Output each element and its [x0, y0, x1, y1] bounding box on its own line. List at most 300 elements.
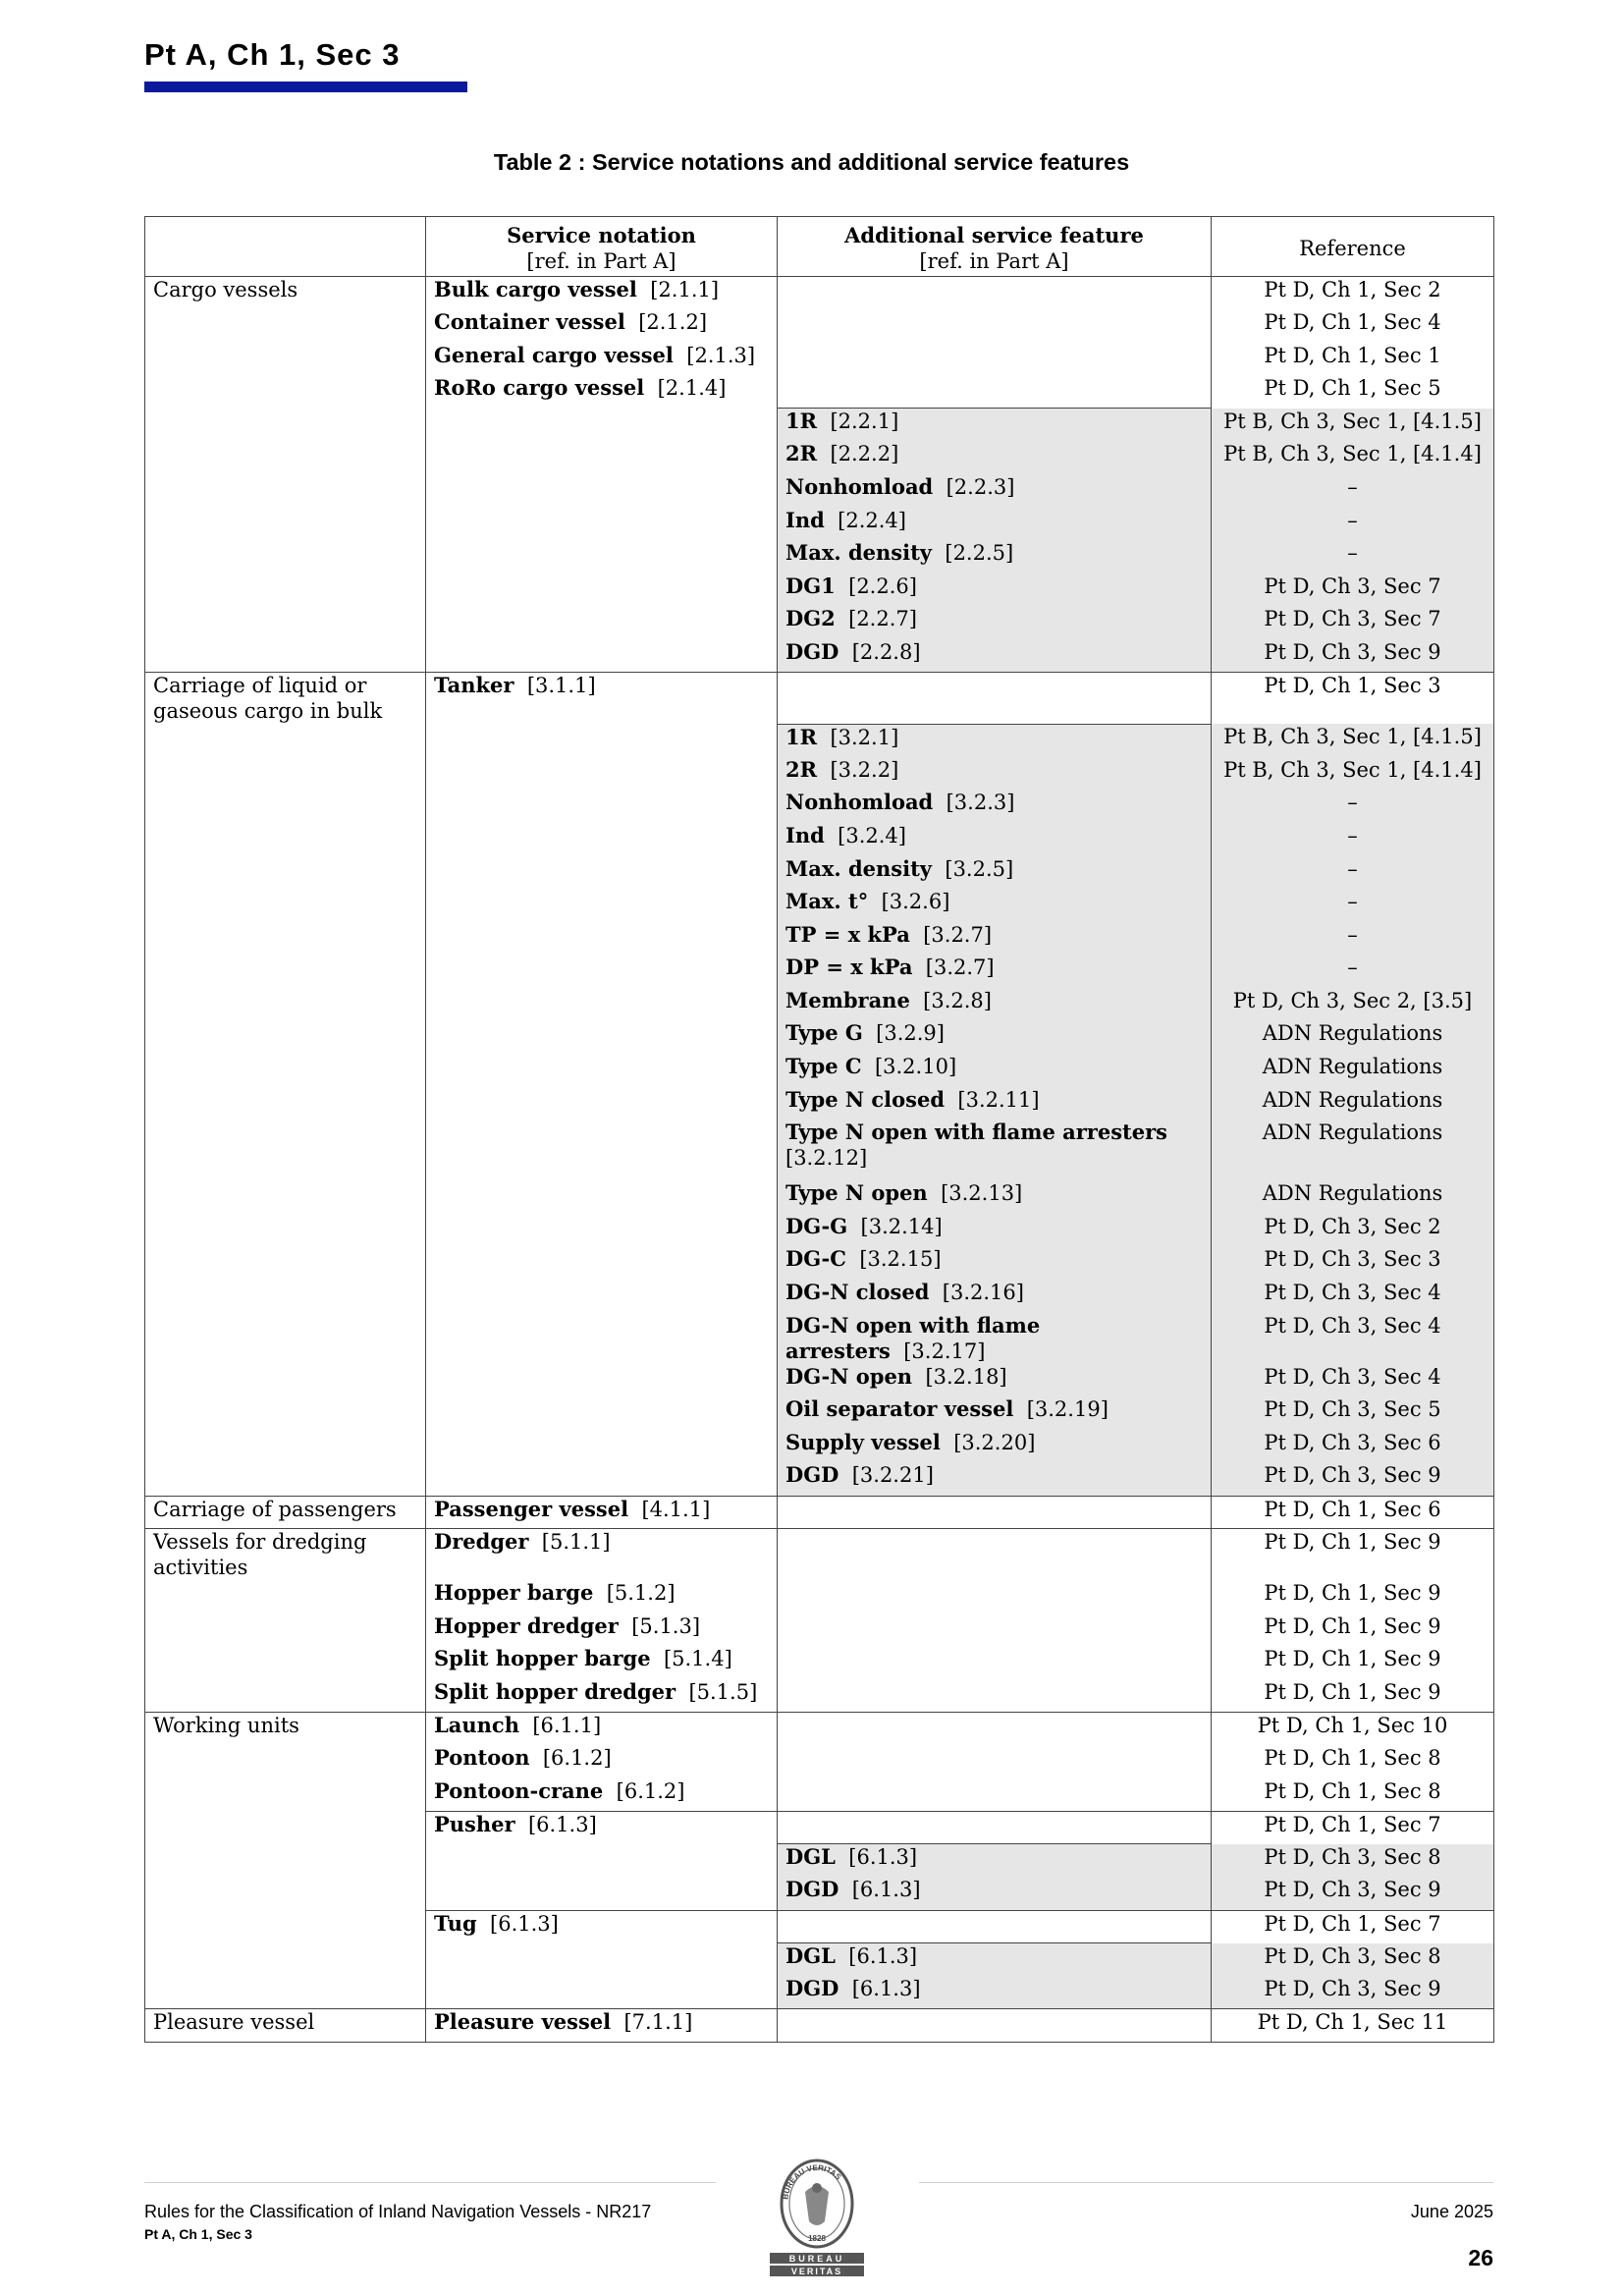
reference-cell: Pt D, Ch 1, Sec 9	[1212, 1679, 1494, 1713]
service-notation-cell	[426, 606, 778, 639]
reference-cell: Pt D, Ch 1, Sec 6	[1212, 1496, 1494, 1529]
service-notation-cell	[426, 1054, 778, 1087]
table-row	[145, 1496, 1494, 1529]
category-cell	[145, 1745, 426, 1778]
header-bar	[144, 82, 467, 92]
feature-name: TP = x kPa	[785, 921, 910, 947]
additional-feature-cell	[778, 1087, 1212, 1121]
service-notation-name: Dredger	[434, 1529, 529, 1555]
category-cell	[145, 1280, 426, 1313]
reference-cell: Pt D, Ch 3, Sec 3	[1212, 1246, 1494, 1280]
additional-feature-cell	[778, 474, 1212, 508]
category-cell	[145, 1396, 426, 1430]
reference-cell: –	[1212, 922, 1494, 956]
feature-ref: [3.2.10]	[874, 1055, 957, 1079]
feature-ref: [3.2.15]	[859, 1247, 942, 1272]
table-row	[145, 1712, 1494, 1745]
service-notation-cell	[426, 673, 778, 725]
feature-name: Membrane	[785, 987, 910, 1012]
table-row	[145, 1087, 1494, 1121]
table-row	[145, 1430, 1494, 1463]
additional-feature-cell	[778, 922, 1212, 956]
service-notation-cell	[426, 1943, 778, 1977]
feature-ref: [6.1.3]	[848, 1845, 918, 1870]
table-row	[145, 540, 1494, 574]
service-notation-cell	[426, 724, 778, 757]
feature-name: Max. density	[785, 855, 933, 881]
service-notation-cell	[426, 508, 778, 541]
additional-feature-cell	[778, 1054, 1212, 1087]
category-cell	[145, 1462, 426, 1496]
service-notation-ref: [3.1.1]	[526, 674, 596, 698]
table-row	[145, 1120, 1494, 1180]
additional-feature-cell	[778, 1844, 1212, 1878]
table-row	[145, 474, 1494, 508]
service-notation-cell	[426, 1020, 778, 1054]
reference-cell: Pt D, Ch 3, Sec 9	[1212, 1877, 1494, 1910]
additional-feature-cell	[778, 673, 1212, 725]
table-row	[145, 1613, 1494, 1647]
service-notation-cell	[426, 1745, 778, 1778]
service-notation-cell	[426, 309, 778, 343]
category-cell	[145, 375, 426, 409]
service-notation-cell	[426, 790, 778, 823]
reference-cell: Pt D, Ch 3, Sec 2, [3.5]	[1212, 988, 1494, 1021]
additional-feature-cell	[778, 441, 1212, 474]
service-notation-ref: [6.1.2]	[542, 1746, 612, 1771]
additional-feature-cell	[778, 277, 1212, 310]
service-notation-cell	[426, 889, 778, 922]
table-row	[145, 1529, 1494, 1581]
feature-name: Type N open	[785, 1180, 928, 1206]
service-notation-ref: [5.1.4]	[663, 1647, 732, 1671]
table-row	[145, 1910, 1494, 1943]
service-notation-cell	[426, 1214, 778, 1247]
table-row	[145, 343, 1494, 376]
feature-name: Nonhomload	[785, 474, 934, 500]
category-cell	[145, 988, 426, 1021]
category-cell	[145, 955, 426, 988]
svg-text:BUREAU VERITAS: BUREAU VERITAS	[781, 2162, 843, 2201]
service-notation-cell	[426, 1529, 778, 1581]
category-cell	[145, 757, 426, 791]
feature-name: DG-N closed	[785, 1280, 930, 1305]
additional-feature-cell	[778, 1580, 1212, 1613]
service-notation-cell	[426, 540, 778, 574]
reference-cell: Pt D, Ch 1, Sec 9	[1212, 1646, 1494, 1679]
service-notation-name: Tug	[434, 1910, 477, 1936]
service-notation-name: Tanker	[434, 673, 514, 698]
category-cell	[145, 1877, 426, 1910]
feature-ref: [3.2.3]	[946, 791, 1015, 815]
service-notation-cell	[426, 1679, 778, 1713]
additional-feature-cell	[778, 1214, 1212, 1247]
additional-feature-cell	[778, 1877, 1212, 1910]
reference-cell: Pt D, Ch 1, Sec 3	[1212, 673, 1494, 725]
feature-ref: [3.2.14]	[860, 1214, 943, 1238]
additional-feature-cell	[778, 409, 1212, 442]
category-cell	[145, 639, 426, 673]
table-row	[145, 856, 1494, 890]
service-notation-ref: [5.1.3]	[631, 1613, 701, 1638]
service-notation-cell	[426, 1646, 778, 1679]
service-notation-name: General cargo vessel	[434, 342, 674, 367]
service-notation-cell	[426, 1580, 778, 1613]
reference-cell: –	[1212, 474, 1494, 508]
reference-cell: Pt B, Ch 3, Sec 1, [4.1.5]	[1212, 724, 1494, 757]
table-row	[145, 409, 1494, 442]
additional-feature-cell	[778, 1745, 1212, 1778]
feature-ref: [3.2.2]	[830, 757, 899, 782]
table-row	[145, 1943, 1494, 1977]
table-row	[145, 2009, 1494, 2043]
category-cell	[145, 540, 426, 574]
feature-ref: [6.1.3]	[851, 1878, 921, 1902]
feature-ref: [3.2.4]	[838, 823, 906, 847]
category-cell	[145, 1087, 426, 1121]
additional-feature-cell	[778, 1529, 1212, 1581]
additional-feature-cell	[778, 309, 1212, 343]
table-row	[145, 1214, 1494, 1247]
table-row	[145, 1396, 1494, 1430]
reference-cell: Pt D, Ch 1, Sec 2	[1212, 277, 1494, 310]
additional-feature-cell	[778, 1120, 1212, 1180]
category-cell	[145, 790, 426, 823]
service-notation-cell	[426, 1364, 778, 1397]
service-notation-ref: [6.1.3]	[490, 1911, 559, 1936]
reference-cell: Pt D, Ch 1, Sec 11	[1212, 2009, 1494, 2043]
feature-ref: [2.2.7]	[848, 607, 917, 631]
reference-cell: Pt D, Ch 3, Sec 7	[1212, 606, 1494, 639]
category-cell	[145, 409, 426, 442]
table-row	[145, 955, 1494, 988]
category-cell	[145, 1613, 426, 1647]
reference-cell: Pt D, Ch 3, Sec 8	[1212, 1943, 1494, 1977]
feature-ref: [3.2.16]	[942, 1281, 1024, 1305]
bureau-veritas-logo	[768, 2153, 866, 2278]
service-notations-table	[144, 216, 1494, 2043]
feature-name: Type N closed	[785, 1086, 946, 1112]
category-cell	[145, 1910, 426, 1943]
service-notation-ref: [6.1.1]	[532, 1713, 602, 1737]
category-cell	[145, 1646, 426, 1679]
reference-cell: Pt D, Ch 1, Sec 10	[1212, 1712, 1494, 1745]
feature-name: Type N open with flame arresters	[785, 1120, 1167, 1145]
table-row	[145, 988, 1494, 1021]
feature-name: Type C	[785, 1054, 862, 1079]
feature-name: Max. t°	[785, 889, 869, 914]
additional-feature-cell	[778, 757, 1212, 791]
category-cell	[145, 823, 426, 856]
additional-feature-cell	[778, 988, 1212, 1021]
category-cell	[145, 1811, 426, 1844]
category-cell	[145, 1364, 426, 1397]
feature-name: DG1	[785, 573, 836, 598]
table-row	[145, 1580, 1494, 1613]
reference-cell: Pt D, Ch 1, Sec 7	[1212, 1910, 1494, 1943]
category-cell: Working units	[145, 1712, 426, 1745]
reference-cell: Pt D, Ch 3, Sec 4	[1212, 1280, 1494, 1313]
header-additional-feature: Additional service feature [ref. in Part A]	[778, 217, 1212, 277]
service-notation-ref: [4.1.1]	[641, 1497, 711, 1521]
reference-cell: ADN Regulations	[1212, 1054, 1494, 1087]
category-cell	[145, 574, 426, 607]
service-notation-cell	[426, 1910, 778, 1943]
category-cell	[145, 1976, 426, 2009]
category-cell	[145, 1943, 426, 1977]
service-notation-cell	[426, 856, 778, 890]
service-notation-ref: [2.1.1]	[650, 278, 720, 301]
reference-cell: –	[1212, 955, 1494, 988]
service-notation-cell	[426, 922, 778, 956]
service-notation-cell	[426, 1496, 778, 1529]
feature-name: DGD	[785, 1976, 839, 2001]
table-row	[145, 639, 1494, 673]
category-cell	[145, 508, 426, 541]
feature-ref: [3.2.17]	[903, 1339, 986, 1363]
additional-feature-cell	[778, 1943, 1212, 1977]
additional-feature-cell	[778, 1430, 1212, 1463]
service-notation-name: Hopper barge	[434, 1580, 594, 1606]
service-notation-cell	[426, 955, 778, 988]
reference-cell: Pt D, Ch 3, Sec 2	[1212, 1214, 1494, 1247]
footer-date: June 2025	[1410, 2202, 1493, 2221]
reference-cell: Pt D, Ch 3, Sec 9	[1212, 639, 1494, 673]
feature-name: 1R	[785, 724, 818, 749]
table-row	[145, 1745, 1494, 1778]
additional-feature-cell	[778, 955, 1212, 988]
category-cell	[145, 856, 426, 890]
feature-ref: [3.2.13]	[941, 1181, 1023, 1206]
service-notation-cell	[426, 1180, 778, 1214]
feature-ref: [3.2.21]	[851, 1463, 934, 1488]
reference-cell: –	[1212, 856, 1494, 890]
feature-ref: [3.2.18]	[925, 1364, 1007, 1389]
table-row	[145, 757, 1494, 791]
reference-cell: –	[1212, 540, 1494, 574]
service-notation-ref: [5.1.5]	[688, 1679, 758, 1704]
table-row	[145, 823, 1494, 856]
category-cell	[145, 1430, 426, 1463]
table-row	[145, 1778, 1494, 1812]
table-row	[145, 1280, 1494, 1313]
service-notation-cell	[426, 277, 778, 310]
category-cell	[145, 1313, 426, 1364]
category-cell: Pleasure vessel	[145, 2009, 426, 2043]
table-row	[145, 724, 1494, 757]
table-row	[145, 1020, 1494, 1054]
service-notation-cell	[426, 375, 778, 409]
reference-cell: Pt D, Ch 1, Sec 1	[1212, 343, 1494, 376]
service-notation-cell	[426, 757, 778, 791]
service-notation-cell	[426, 1712, 778, 1745]
feature-name: Type G	[785, 1020, 863, 1046]
reference-cell: Pt B, Ch 3, Sec 1, [4.1.4]	[1212, 757, 1494, 791]
table-row	[145, 1313, 1494, 1364]
additional-feature-cell	[778, 1646, 1212, 1679]
category-cell	[145, 1778, 426, 1812]
footer-rule-left	[144, 2182, 716, 2183]
feature-ref: [2.2.6]	[848, 574, 917, 598]
table-row	[145, 1811, 1494, 1844]
service-notation-ref: [6.1.3]	[527, 1812, 597, 1836]
svg-text:BUREAU: BUREAU	[788, 2254, 845, 2264]
feature-ref: [3.2.6]	[881, 890, 950, 914]
feature-name: DG-G	[785, 1213, 848, 1238]
reference-cell: Pt D, Ch 3, Sec 7	[1212, 574, 1494, 607]
additional-feature-cell	[778, 1020, 1212, 1054]
feature-ref: [3.2.9]	[876, 1021, 945, 1046]
reference-cell: –	[1212, 790, 1494, 823]
additional-feature-cell	[778, 540, 1212, 574]
reference-cell: Pt D, Ch 1, Sec 8	[1212, 1745, 1494, 1778]
service-notation-cell	[426, 1246, 778, 1280]
feature-name: DGD	[785, 1877, 839, 1902]
feature-ref: [3.2.1]	[830, 725, 899, 749]
service-notation-ref: [2.1.3]	[686, 343, 756, 367]
service-notation-cell	[426, 1396, 778, 1430]
feature-name: DGL	[785, 1943, 836, 1969]
feature-ref: [6.1.3]	[851, 1977, 921, 2001]
additional-feature-cell	[778, 639, 1212, 673]
feature-name: DG-N open with flame arresters	[785, 1312, 1041, 1363]
service-notation-name: Pontoon	[434, 1745, 530, 1771]
additional-feature-cell	[778, 724, 1212, 757]
additional-feature-cell	[778, 1462, 1212, 1496]
reference-cell: Pt D, Ch 3, Sec 5	[1212, 1396, 1494, 1430]
service-notation-cell	[426, 343, 778, 376]
service-notation-name: Pusher	[434, 1811, 515, 1836]
feature-name: Oil separator vessel	[785, 1396, 1014, 1422]
reference-cell: Pt B, Ch 3, Sec 1, [4.1.4]	[1212, 441, 1494, 474]
table-row	[145, 441, 1494, 474]
service-notation-cell	[426, 988, 778, 1021]
category-cell	[145, 724, 426, 757]
additional-feature-cell	[778, 375, 1212, 409]
header-category	[145, 217, 426, 277]
table-row	[145, 1976, 1494, 2009]
feature-name: DP = x kPa	[785, 955, 913, 980]
service-notation-cell	[426, 1087, 778, 1121]
additional-feature-cell	[778, 856, 1212, 890]
feature-name: 2R	[785, 441, 818, 466]
category-cell: Cargo vessels	[145, 277, 426, 310]
category-cell	[145, 441, 426, 474]
service-notation-name: Split hopper barge	[434, 1646, 651, 1671]
reference-cell: Pt D, Ch 1, Sec 7	[1212, 1811, 1494, 1844]
feature-ref: [2.2.8]	[851, 640, 921, 665]
footer-doc-title: Rules for the Classification of Inland Navigation Vessels - NR217	[144, 2202, 652, 2221]
category-cell	[145, 1180, 426, 1214]
service-notation-ref: [5.1.1]	[541, 1530, 611, 1555]
additional-feature-cell	[778, 1778, 1212, 1812]
reference-cell: Pt D, Ch 3, Sec 4	[1212, 1364, 1494, 1397]
table-row	[145, 1679, 1494, 1713]
service-notation-name: Pontoon-crane	[434, 1777, 604, 1803]
table-row	[145, 1462, 1494, 1496]
additional-feature-cell	[778, 1313, 1212, 1364]
reference-cell: Pt D, Ch 3, Sec 9	[1212, 1976, 1494, 2009]
feature-name: DG-C	[785, 1246, 846, 1272]
table-row	[145, 606, 1494, 639]
table-row	[145, 1646, 1494, 1679]
service-notation-ref: [5.1.2]	[606, 1581, 676, 1606]
reference-cell: Pt D, Ch 1, Sec 4	[1212, 309, 1494, 343]
table-row	[145, 508, 1494, 541]
additional-feature-cell	[778, 508, 1212, 541]
reference-cell: Pt D, Ch 3, Sec 6	[1212, 1430, 1494, 1463]
feature-ref: [3.2.5]	[945, 856, 1014, 881]
feature-ref: [2.2.5]	[945, 541, 1014, 566]
feature-name: DGL	[785, 1844, 836, 1870]
footer-section: Pt A, Ch 1, Sec 3	[144, 2226, 252, 2242]
table-row	[145, 375, 1494, 409]
additional-feature-cell	[778, 606, 1212, 639]
feature-ref: [3.2.11]	[957, 1087, 1040, 1112]
category-cell	[145, 1020, 426, 1054]
category-cell	[145, 889, 426, 922]
reference-cell: Pt D, Ch 1, Sec 9	[1212, 1580, 1494, 1613]
service-notation-cell	[426, 639, 778, 673]
reference-cell: ADN Regulations	[1212, 1180, 1494, 1214]
feature-name: DG-N open	[785, 1363, 913, 1389]
feature-name: DGD	[785, 1462, 839, 1488]
additional-feature-cell	[778, 823, 1212, 856]
service-notation-name: Hopper dredger	[434, 1613, 619, 1638]
category-cell	[145, 922, 426, 956]
table-row	[145, 277, 1494, 310]
feature-name: 2R	[785, 756, 818, 782]
additional-feature-cell	[778, 1496, 1212, 1529]
feature-name: DG2	[785, 606, 836, 631]
table-title: Table 2 : Service notations and additional service features	[493, 149, 1130, 175]
additional-feature-cell	[778, 1811, 1212, 1844]
feature-name: 1R	[785, 409, 818, 434]
service-notation-ref: [2.1.2]	[638, 310, 708, 335]
feature-name: Nonhomload	[785, 790, 934, 815]
feature-ref: [2.2.2]	[830, 442, 899, 466]
service-notation-name: Bulk cargo vessel	[434, 277, 637, 301]
reference-cell: –	[1212, 508, 1494, 541]
service-notation-ref: [2.1.4]	[657, 376, 727, 401]
service-notation-name: Passenger vessel	[434, 1496, 629, 1521]
feature-ref: [6.1.3]	[848, 1944, 918, 1969]
service-notation-cell	[426, 1120, 778, 1180]
feature-ref: [3.2.20]	[953, 1430, 1036, 1454]
category-cell	[145, 1054, 426, 1087]
reference-cell: Pt D, Ch 1, Sec 9	[1212, 1529, 1494, 1581]
service-notation-cell	[426, 1778, 778, 1812]
additional-feature-cell	[778, 889, 1212, 922]
service-notation-cell	[426, 441, 778, 474]
feature-ref: [3.2.7]	[925, 956, 995, 980]
service-notation-ref: [6.1.2]	[616, 1778, 685, 1803]
service-notation-cell	[426, 1462, 778, 1496]
reference-cell: Pt D, Ch 1, Sec 5	[1212, 375, 1494, 409]
table-row	[145, 1246, 1494, 1280]
additional-feature-cell	[778, 1976, 1212, 2009]
category-cell	[145, 606, 426, 639]
service-notation-name: Launch	[434, 1712, 519, 1737]
table-row	[145, 1180, 1494, 1214]
table-row	[145, 673, 1494, 725]
feature-ref: [2.2.4]	[838, 508, 906, 532]
service-notation-cell	[426, 1280, 778, 1313]
reference-cell: –	[1212, 823, 1494, 856]
table-row	[145, 1054, 1494, 1087]
feature-ref: [3.2.7]	[923, 922, 993, 947]
category-cell	[145, 343, 426, 376]
